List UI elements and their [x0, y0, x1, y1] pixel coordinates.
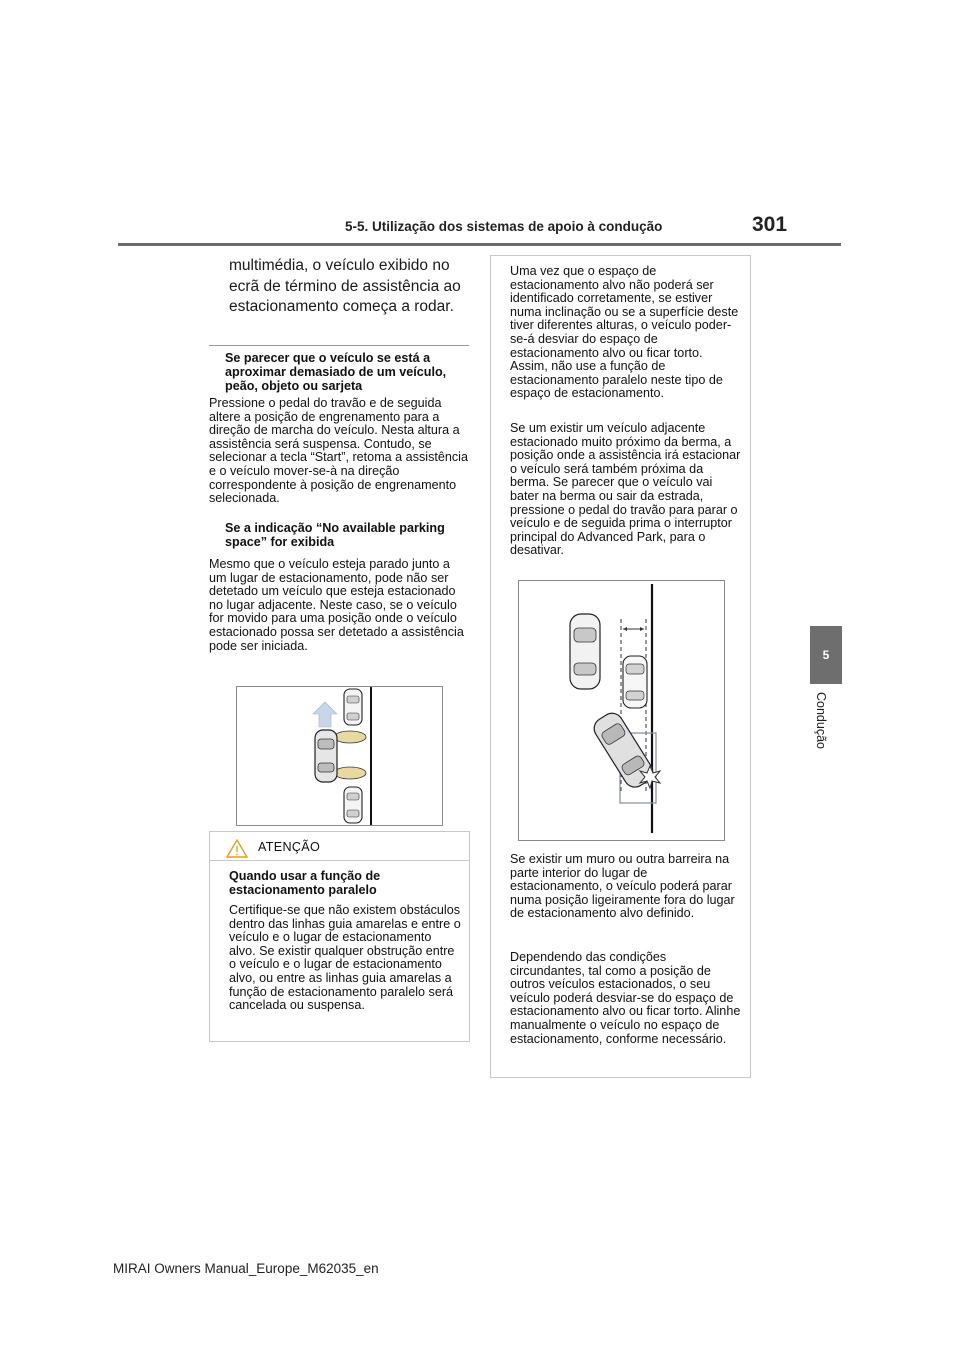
section-divider — [209, 345, 469, 346]
parked-vehicle — [623, 656, 647, 708]
parked-vehicle — [344, 689, 362, 725]
header-rule — [118, 243, 841, 246]
caution-header — [210, 832, 469, 861]
parked-vehicle — [344, 787, 362, 823]
detection-diagram — [237, 687, 442, 825]
curb-diagram — [519, 581, 724, 840]
caution-label: ATENÇÃO — [258, 840, 321, 854]
right-paragraph-2: Se um existir um veículo adjacente estacionado muito próximo da berma, a posição onde a assistência irá estacionar o veículo será também próxima da berma. Se parecer que o veículo vai bater na berma ou sair da estrada, pressione o pedal do travão para parar o veículo e de seguida prima o interruptor principal do Advanced Park, para o desativar. — [510, 421, 741, 558]
parked-vehicle — [570, 614, 600, 689]
right-paragraph-1: Uma vez que o espaço de estacionamento alvo não poderá ser identificado corretamente, se estiver numa inclinação ou se a superfície deste tiver diferentes alturas, o veículo poder-se-á desviar do espaço de estacionamento alvo ou ficar torto. Assim, não use a função de estacionamento paralelo neste tipo de espaço de estacionamento. — [510, 264, 739, 401]
chapter-label-text: Condução — [814, 692, 828, 749]
up-arrow-icon — [313, 702, 337, 727]
chapter-tab: 5 — [810, 626, 842, 684]
caution-body: Certifique-se que não existem obstáculos dentro das linhas guia amarelas e entre o veículo e o lugar de estacionamento alvo. Se existir qualquer obstrução entre o veículo e o lugar de estacionamento alvo, ou entre as linhas guia amarelas a função de estacionamento paralelo será cancelada ou suspensa. — [229, 903, 461, 1013]
page-number: 301 — [752, 213, 788, 236]
footer-text: MIRAI Owners Manual_Europe_M62035_en — [113, 1261, 379, 1276]
right-info-box — [490, 255, 751, 1078]
subsection-body-2: Mesmo que o veículo esteja parado junto a um lugar de estacionamento, pode não ser detetado um veículo que esteja estacionado no lugar adjacente. Neste caso, se o veículo for movido para uma posição onde o veículo estacionado possa ser detetado a assistência pode ser iniciada. — [209, 557, 464, 653]
caution-box — [209, 831, 470, 1042]
subsection-body-1: Pressione o pedal do travão e de seguida altere a posição de engrenamento para a direção de marcha do veículo. Nesta altura a assistência será suspensa. Contudo, se selecionar a tecla “Start”, retoma a assistência e o veículo mover-se-à na direção correspondente à posição de engrenamento selecionada. — [209, 396, 468, 506]
lead-paragraph: multimédia, o veículo exibido no ecrã de término de assistência ao estacionamento começa a rodar. — [229, 257, 461, 315]
own-vehicle — [315, 730, 337, 782]
detection-zone — [334, 731, 366, 743]
chapter-label — [788, 692, 862, 768]
curb-approach-figure — [518, 580, 725, 841]
section-title: 5-5. Utilização dos sistemas de apoio à condução — [345, 219, 663, 234]
right-paragraph-4: Dependendo das condições circundantes, tal como a posição de outros veículos estacionados, o seu veículo poderá desviar-se do espaço de estacionamento alvo ou ficar torto. Alinhe manualmente o veículo no espaço de estacionamento, conforme necessário. — [510, 950, 741, 1046]
subsection-heading-1: Se parecer que o veículo se está a aproximar demasiado de um veículo, peão, objeto ou sarjeta — [225, 351, 447, 393]
warning-triangle-icon — [226, 839, 248, 858]
right-paragraph-3: Se existir um muro ou outra barreira na parte interior do lugar de estacionamento, o veículo poderá parar numa posição ligeiramente fora do lugar de estacionamento alvo definido. — [510, 852, 735, 921]
detection-zone — [334, 767, 366, 779]
caution-heading: Quando usar a função de estacionamento paralelo — [229, 869, 381, 897]
parallel-parking-detection-figure — [236, 686, 443, 826]
subsection-heading-2: Se a indicação “No available parking space” for exibida — [225, 521, 445, 549]
